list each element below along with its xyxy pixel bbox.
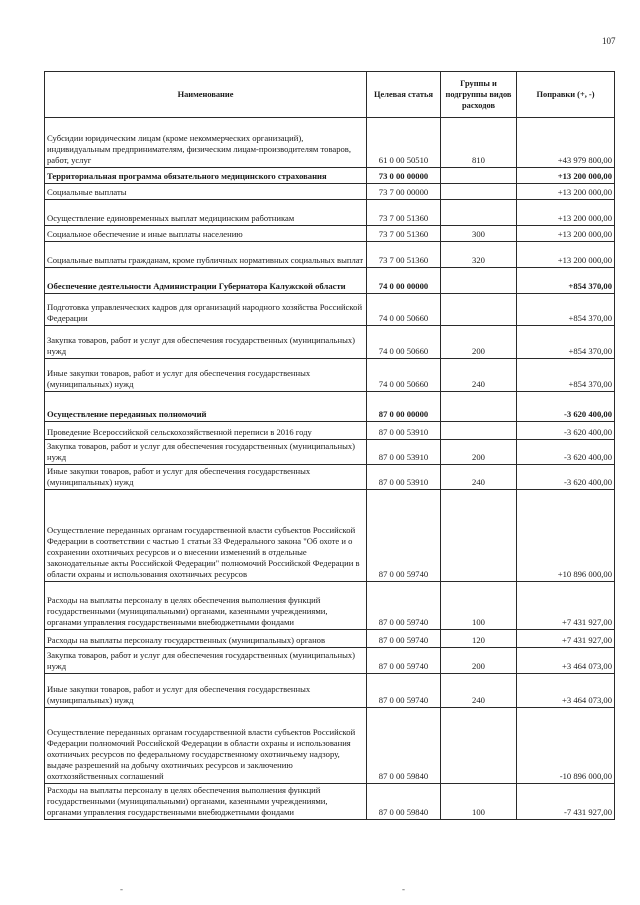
table-row: [45, 118, 615, 168]
row-name-cell: Расходы на выплаты персоналу в целях обеспечения выполнения функций государственными (муниципальными) органами, казенными учреждениями, органами управления государственными внебюджетными фондами: [45, 784, 367, 820]
table-row: [45, 440, 615, 465]
row-expense-group-cell: 240: [441, 465, 517, 490]
table-row: [45, 242, 615, 268]
row-expense-group-cell: 810: [441, 118, 517, 168]
row-name-cell: Иные закупки товаров, работ и услуг для обеспечения государственных (муниципальных) нужд: [45, 465, 367, 490]
row-target-article-cell: 87 0 00 59740: [367, 582, 441, 630]
row-amendment-cell: +13 200 000,00: [517, 184, 615, 200]
row-name-cell: Закупка товаров, работ и услуг для обеспечения государственных (муниципальных) нужд: [45, 648, 367, 674]
row-target-article-cell: 73 0 00 00000: [367, 168, 441, 184]
row-expense-group-cell: [441, 184, 517, 200]
table-row: [45, 490, 615, 582]
row-amendment-cell: -10 896 000,00: [517, 708, 615, 784]
table-row: [45, 648, 615, 674]
row-amendment-cell: -7 431 927,00: [517, 784, 615, 820]
row-target-article-cell: 73 7 00 51360: [367, 242, 441, 268]
row-expense-group-cell: 200: [441, 648, 517, 674]
row-expense-group-cell: 240: [441, 359, 517, 392]
row-target-article-cell: 87 0 00 53910: [367, 465, 441, 490]
row-name-cell: Социальное обеспечение и иные выплаты населению: [45, 226, 367, 242]
row-amendment-cell: -3 620 400,00: [517, 465, 615, 490]
row-amendment-cell: +43 979 800,00: [517, 118, 615, 168]
row-amendment-cell: +7 431 927,00: [517, 630, 615, 648]
row-name-cell: Обеспечение деятельности Администрации Губернатора Калужской области: [45, 268, 367, 294]
row-name-cell: Закупка товаров, работ и услуг для обеспечения государственных (муниципальных) нужд: [45, 440, 367, 465]
row-target-article-cell: 61 0 00 50510: [367, 118, 441, 168]
table-row: [45, 422, 615, 440]
footer-mark-left: -: [120, 884, 123, 894]
row-amendment-cell: -3 620 400,00: [517, 392, 615, 422]
row-name-cell: Иные закупки товаров, работ и услуг для обеспечения государственных (муниципальных) нужд: [45, 674, 367, 708]
row-expense-group-cell: [441, 268, 517, 294]
row-amendment-cell: +854 370,00: [517, 268, 615, 294]
table-row: [45, 294, 615, 326]
table-row: [45, 359, 615, 392]
row-name-cell: Расходы на выплаты персоналу в целях обеспечения выполнения функций государственными (муниципальными) органами, казенными учреждениями, органами управления государственными внебюджетными фондами: [45, 582, 367, 630]
row-name-cell: Осуществление переданных органам государственной власти субъектов Российской Федерации полномочий Российской Федерации в области охраны и использования охотничьих ресурсов по федеральному государственному охотничьему надзору, выдаче разрешений на добычу охотничьих ресурсов и заключению охотхозяйственных соглашений: [45, 708, 367, 784]
row-expense-group-cell: [441, 422, 517, 440]
table-row: [45, 674, 615, 708]
row-name-cell: Подготовка управленческих кадров для организаций народного хозяйства Российской Федерации: [45, 294, 367, 326]
row-target-article-cell: 73 7 00 00000: [367, 184, 441, 200]
table-row: [45, 708, 615, 784]
row-expense-group-cell: 100: [441, 784, 517, 820]
row-amendment-cell: +854 370,00: [517, 359, 615, 392]
row-expense-group-cell: 320: [441, 242, 517, 268]
row-amendment-cell: +13 200 000,00: [517, 168, 615, 184]
row-target-article-cell: 74 0 00 00000: [367, 268, 441, 294]
row-target-article-cell: 87 0 00 59740: [367, 630, 441, 648]
row-expense-group-cell: 300: [441, 226, 517, 242]
row-name-cell: Проведение Всероссийской сельскохозяйственной переписи в 2016 году: [45, 422, 367, 440]
row-amendment-cell: +854 370,00: [517, 294, 615, 326]
table-row: [45, 184, 615, 200]
row-amendment-cell: +7 431 927,00: [517, 582, 615, 630]
row-expense-group-cell: [441, 392, 517, 422]
row-amendment-cell: -3 620 400,00: [517, 422, 615, 440]
header-expense-groups: Группы и подгруппы видов расходов: [441, 72, 517, 118]
budget-amendments-table: [44, 71, 615, 820]
row-name-cell: Осуществление переданных органам государственной власти субъектов Российской Федерации в соответствии с частью 1 статьи 33 Федерального закона "Об охоте и о сохранении охотничьих ресурсов и о внесении изменений в отдельные законодательные акты Российской Федерации" полномочий Российской Федерации в области охраны и использования охотничьих ресурсов: [45, 490, 367, 582]
row-target-article-cell: 87 0 00 59840: [367, 708, 441, 784]
row-name-cell: Субсидии юридическим лицам (кроме некоммерческих организаций), индивидуальным предпринимателям, физическим лицам-производителям товаров, работ, услуг: [45, 118, 367, 168]
row-name-cell: Социальные выплаты гражданам, кроме публичных нормативных социальных выплат: [45, 242, 367, 268]
row-target-article-cell: 74 0 00 50660: [367, 359, 441, 392]
row-target-article-cell: 73 7 00 51360: [367, 226, 441, 242]
table-row: [45, 326, 615, 359]
row-expense-group-cell: [441, 200, 517, 226]
row-target-article-cell: 73 7 00 51360: [367, 200, 441, 226]
row-amendment-cell: +13 200 000,00: [517, 242, 615, 268]
table-row: [45, 200, 615, 226]
table-row: [45, 392, 615, 422]
table-row: [45, 168, 615, 184]
row-name-cell: Расходы на выплаты персоналу государственных (муниципальных) органов: [45, 630, 367, 648]
header-target-article: Целевая статья: [367, 72, 441, 118]
row-amendment-cell: -3 620 400,00: [517, 440, 615, 465]
table-row: [45, 465, 615, 490]
row-name-cell: Социальные выплаты: [45, 184, 367, 200]
row-target-article-cell: 87 0 00 59740: [367, 674, 441, 708]
row-target-article-cell: 87 0 00 59740: [367, 490, 441, 582]
footer-mark-right: -: [402, 884, 405, 894]
table-row: [45, 784, 615, 820]
row-expense-group-cell: 240: [441, 674, 517, 708]
row-target-article-cell: 74 0 00 50660: [367, 294, 441, 326]
table-row: [45, 268, 615, 294]
row-target-article-cell: 87 0 00 59840: [367, 784, 441, 820]
row-expense-group-cell: 200: [441, 440, 517, 465]
row-name-cell: Осуществление переданных полномочий: [45, 392, 367, 422]
row-name-cell: Иные закупки товаров, работ и услуг для обеспечения государственных (муниципальных) нужд: [45, 359, 367, 392]
row-target-article-cell: 87 0 00 00000: [367, 392, 441, 422]
table-body: [45, 118, 615, 820]
row-name-cell: Территориальная программа обязательного медицинского страхования: [45, 168, 367, 184]
header-name: Наименование: [45, 72, 367, 118]
page-number: 107: [602, 36, 616, 46]
row-amendment-cell: +10 896 000,00: [517, 490, 615, 582]
table-row: [45, 226, 615, 242]
table-row: [45, 630, 615, 648]
row-amendment-cell: +854 370,00: [517, 326, 615, 359]
row-amendment-cell: +3 464 073,00: [517, 648, 615, 674]
row-name-cell: Закупка товаров, работ и услуг для обеспечения государственных (муниципальных) нужд: [45, 326, 367, 359]
row-expense-group-cell: 200: [441, 326, 517, 359]
row-amendment-cell: +3 464 073,00: [517, 674, 615, 708]
table-row: [45, 582, 615, 630]
row-target-article-cell: 87 0 00 53910: [367, 422, 441, 440]
row-name-cell: Осуществление единовременных выплат медицинским работникам: [45, 200, 367, 226]
row-expense-group-cell: 120: [441, 630, 517, 648]
row-target-article-cell: 87 0 00 59740: [367, 648, 441, 674]
row-expense-group-cell: [441, 294, 517, 326]
row-expense-group-cell: [441, 168, 517, 184]
row-amendment-cell: +13 200 000,00: [517, 226, 615, 242]
row-expense-group-cell: [441, 490, 517, 582]
row-expense-group-cell: 100: [441, 582, 517, 630]
header-amendments: Поправки (+, -): [517, 72, 615, 118]
row-amendment-cell: +13 200 000,00: [517, 200, 615, 226]
row-target-article-cell: 87 0 00 53910: [367, 440, 441, 465]
row-target-article-cell: 74 0 00 50660: [367, 326, 441, 359]
row-expense-group-cell: [441, 708, 517, 784]
